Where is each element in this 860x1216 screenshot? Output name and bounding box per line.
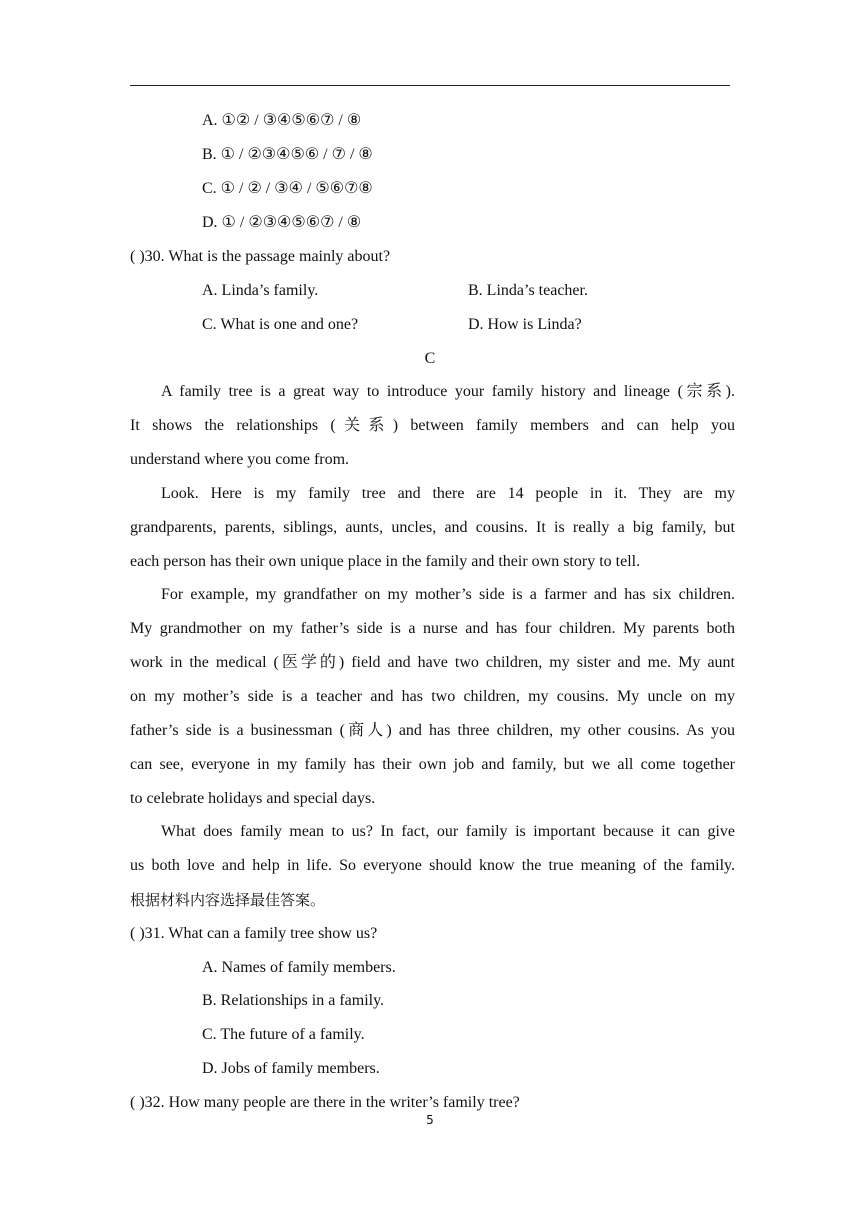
passage-line: to celebrate holidays and special days. (130, 790, 376, 807)
instruction-text: 根据材料内容选择最佳答案。 (130, 891, 326, 909)
passage-line: It shows the relationships (关系) between family members and can help you (130, 417, 735, 434)
q32-stem: ( )32. How many people are there in the writer’s family tree? (130, 1094, 520, 1111)
passage-line: each person has their own unique place in the family and their own story to tell. (130, 553, 641, 570)
passage-line: on my mother’s side is a teacher and has two children, my cousins. My uncle on my (130, 688, 735, 705)
q30-option-c: C. What is one and one? (202, 316, 359, 333)
section-label: C (424, 350, 436, 367)
passage-line: father’s side is a businessman (商人) and has three children, my other cousins. As you (130, 722, 735, 739)
q31-option-b: B. Relationships in a family. (202, 992, 385, 1009)
q31-stem: ( )31. What can a family tree show us? (130, 925, 378, 942)
q30-option-b: B. Linda’s teacher. (468, 282, 588, 299)
passage-line: My grandmother on my father’s side is a nurse and has four children. My parents both (130, 620, 735, 637)
q30-stem: ( )30. What is the passage mainly about? (130, 248, 391, 265)
q30-option-a: A. Linda’s family. (202, 282, 319, 299)
q29-option-b: B. ① / ②③④⑤⑥ / ⑦ / ⑧ (202, 146, 373, 163)
header-rule (130, 85, 730, 86)
q29-option-d: D. ① / ②③④⑤⑥⑦ / ⑧ (202, 214, 362, 231)
passage-line: What does family mean to us? In fact, our family is important because it can give (161, 823, 735, 840)
q31-option-c: C. The future of a family. (202, 1026, 365, 1043)
q31-option-a: A. Names of family members. (202, 959, 396, 976)
passage-line: A family tree is a great way to introduce your family history and lineage (宗系). (161, 383, 735, 400)
q29-option-c: C. ① / ② / ③④ / ⑤⑥⑦⑧ (202, 180, 373, 197)
passage-line: Look. Here is my family tree and there are 14 people in it. They are my (161, 485, 735, 502)
q31-option-d: D. Jobs of family members. (202, 1060, 380, 1077)
passage-line: understand where you come from. (130, 451, 350, 468)
passage-line: work in the medical (医学的) field and have two children, my sister and me. My aunt (130, 654, 735, 671)
page-number: 5 (426, 1113, 434, 1127)
q30-option-d: D. How is Linda? (468, 316, 582, 333)
passage-line: can see, everyone in my family has their own job and family, but we all come together (130, 756, 735, 773)
passage-line: us both love and help in life. So everyone should know the true meaning of the family. (130, 857, 735, 874)
q29-option-a: A. ①② / ③④⑤⑥⑦ / ⑧ (202, 112, 362, 129)
passage-line: grandparents, parents, siblings, aunts, uncles, and cousins. It is really a big family, but (130, 519, 735, 536)
passage-line: For example, my grandfather on my mother’s side is a farmer and has six children. (161, 586, 735, 603)
